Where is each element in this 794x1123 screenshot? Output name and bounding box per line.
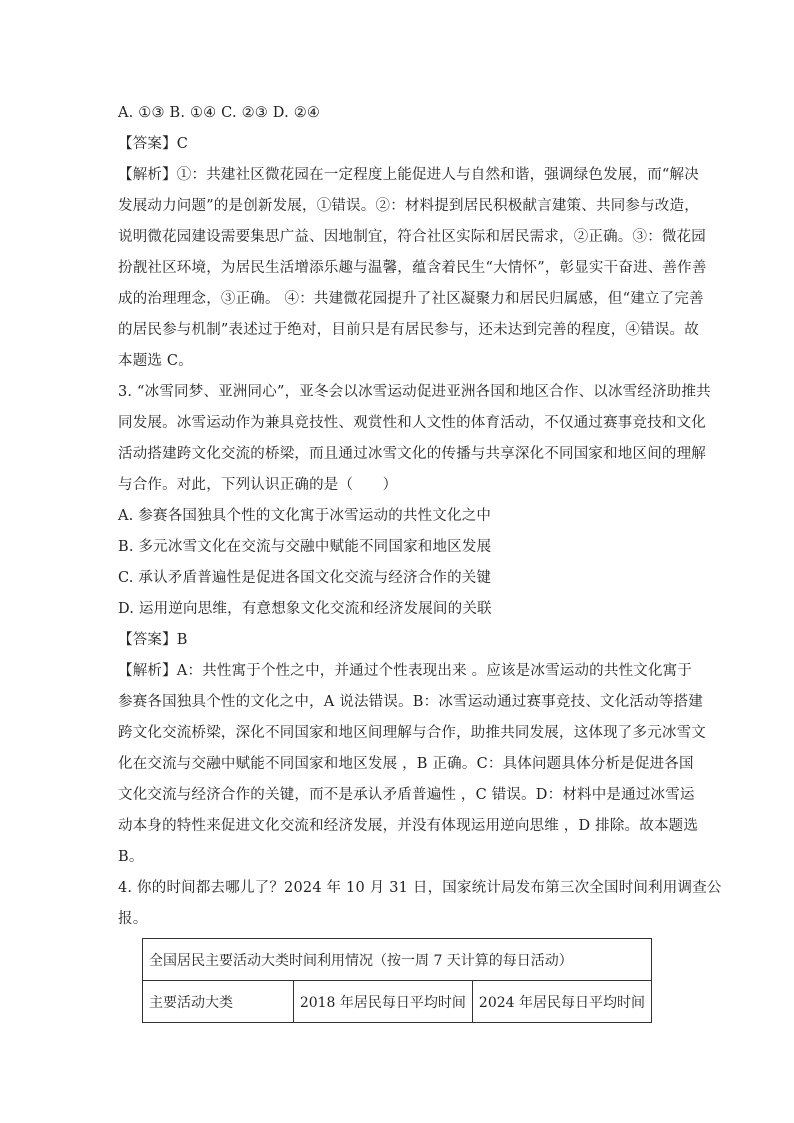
q3-analysis-line: 跨文化交流桥梁，深化不同国家和地区间理解与合作，助推共同发展，这体现了多元冰雪文 — [118, 725, 706, 741]
q3-option-d: D. 运用逆向思维，有意想象文化交流和经济发展间的关联 — [118, 601, 492, 617]
q3-analysis-line: 参赛各国独具个性的文化之中，A 说法错误。B：冰雪运动通过赛事竞技、文化活动等搭建 — [118, 694, 703, 710]
table-header-activity: 主要活动大类 — [143, 981, 294, 1023]
q4-stem-line: 4. 你的时间都去哪儿了？2024 年 10 月 31 日，国家统计局发布第三次全国时间利用调查公 — [118, 880, 722, 896]
q3-option-b: B. 多元冰雪文化在交流与交融中赋能不同国家和地区发展 — [118, 539, 492, 555]
q3-stem-line: 3. “冰雪同梦、亚洲同心”，亚冬会以冰雪运动促进亚洲各国和地区合作、以冰雪经济助推共 — [118, 384, 711, 400]
q2-analysis-line: 扮靓社区环境，为居民生活增添乐趣与温馨，蕴含着民生“大情怀”，彰显实干奋进、善作善 — [118, 260, 707, 276]
q3-stem-line: 与合作。对此，下列认识正确的是（ ） — [118, 477, 398, 493]
table-title-row — [143, 939, 652, 981]
q2-analysis-line: 成的治理理念，③正确。 ④：共建微花园提升了社区凝聚力和居民归属感，但“建立了完善 — [118, 291, 704, 307]
q2-analysis-line: 说明微花园建设需要集思广益、因地制宜，符合社区实际和居民需求，②正确。③：微花园 — [118, 229, 706, 245]
q3-analysis-line: B。 — [118, 849, 144, 865]
q3-option-a: A. 参赛各国独具个性的文化寓于冰雪运动的共性文化之中 — [118, 508, 492, 524]
q2-answer: 【答案】C — [118, 136, 189, 152]
q4-stem-line: 报。 — [118, 911, 148, 927]
q3-answer: 【答案】B — [118, 632, 188, 648]
time-use-table — [142, 938, 652, 1023]
q2-options: A. ①③ B. ①④ C. ②③ D. ②④ — [118, 105, 321, 121]
q3-stem-line: 活动搭建跨文化交流的桥梁，而且通过冰雪文化的传播与共享深化不同国家和地区间的理解 — [118, 446, 706, 462]
table-header-row — [143, 981, 652, 1023]
q2-analysis-line: 本题选 C。 — [118, 353, 193, 369]
q3-analysis-line: 化在交流与交融中赋能不同国家和地区发展 ，B 正确。C：具体问题具体分析是促进各国 — [118, 756, 694, 772]
q3-stem-line: 同发展。冰雪运动作为兼具竞技性、观赏性和人文性的体育活动，不仅通过赛事竞技和文化 — [118, 415, 706, 431]
table-header-2018: 2018 年居民每日平均时间 — [293, 981, 472, 1023]
q2-analysis-line: 发展动力问题”的是创新发展，①错误。②：材料提到居民积极献言建策、共同参与改造， — [118, 198, 699, 214]
q2-analysis-line: 的居民参与机制”表述过于绝对，目前只是有居民参与，还未达到完善的程度，④错误。故 — [118, 322, 699, 338]
q3-analysis-line: 文化交流与经济合作的关键，而不是承认矛盾普遍性 ，C 错误。D：材料中是通过冰雪运 — [118, 787, 695, 803]
q2-analysis-line: 【解析】①：共建社区微花园在一定程度上能促进人与自然和谐，强调绿色发展，而“解决 — [118, 167, 699, 183]
table-header-2024: 2024 年居民每日平均时间 — [472, 981, 651, 1023]
table-title: 全国居民主要活动大类时间利用情况（按一周 7 天计算的每日活动） — [143, 939, 652, 981]
q3-analysis-line: 【解析】A：共性寓于个性之中，并通过个性表现出来 。应该是冰雪运动的共性文化寓于 — [118, 663, 693, 679]
q3-analysis-line: 动本身的特性来促进文化交流和经济发展，并没有体现运用逆向思维 ，D 排除。故本题选 — [118, 818, 699, 834]
q3-option-c: C. 承认矛盾普遍性是促进各国文化交流与经济合作的关键 — [118, 570, 492, 586]
document-page — [118, 98, 722, 935]
